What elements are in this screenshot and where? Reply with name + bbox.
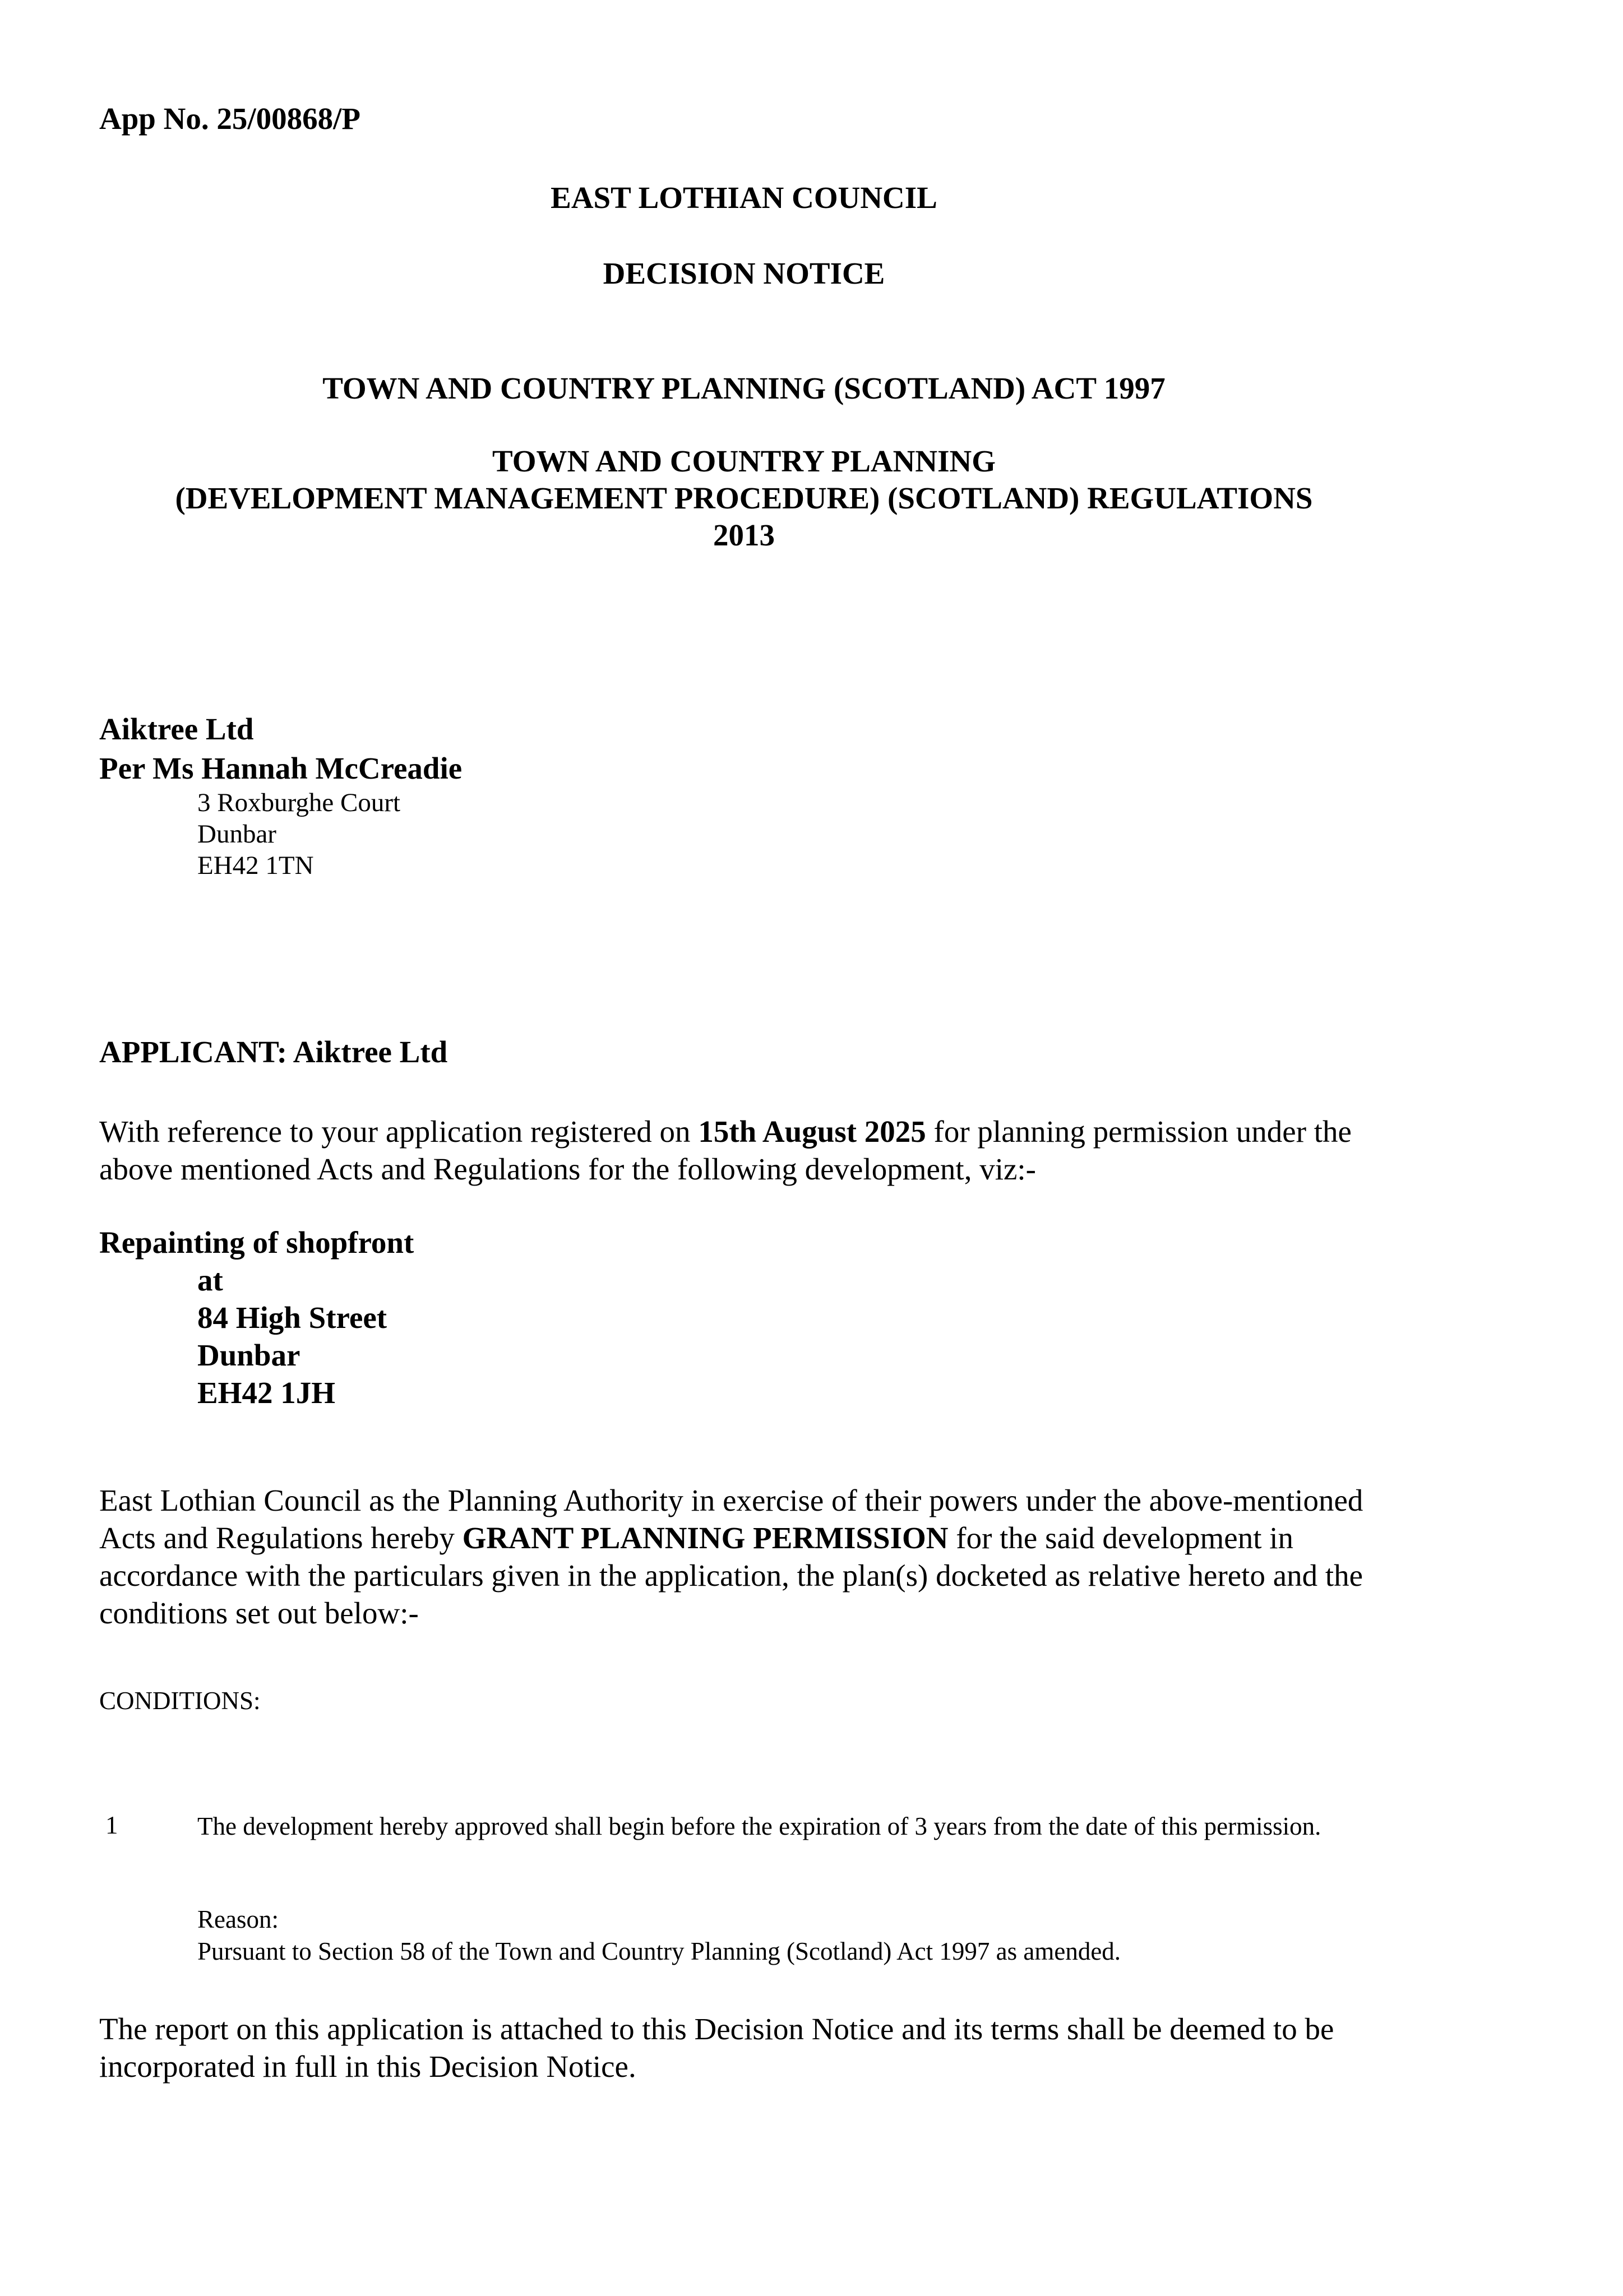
addressee-per: Per Ms Hannah McCreadie bbox=[99, 751, 463, 785]
closing-paragraph: The report on this application is attached to this Decision Notice and its terms shall be deemed to be incorporated in full in this Decision Notice. bbox=[99, 2012, 1334, 2084]
decision-text-after: for the said development in accordance with the particulars given in the application, the plan(s) docketed as relative hereto and the conditions set out below:- bbox=[99, 1521, 1363, 1630]
reference-paragraph bbox=[99, 1113, 1405, 1188]
condition-reason-text: Pursuant to Section 58 of the Town and Country Planning (Scotland) Act 1997 as amended. bbox=[197, 1937, 1121, 1965]
addressee-address bbox=[197, 787, 400, 881]
condition-text: The development hereby approved shall begin before the expiration of 3 years from the date of this permission. bbox=[197, 1812, 1321, 1840]
council-name: EAST LOTHIAN COUNCIL bbox=[551, 180, 937, 215]
registration-date: 15th August 2025 bbox=[698, 1114, 926, 1149]
addressee-company: Aiktree Ltd bbox=[99, 712, 254, 746]
decision-paragraph bbox=[99, 1482, 1405, 1632]
development-address-line: Dunbar bbox=[197, 1338, 300, 1372]
regulations-line-1: TOWN AND COUNTRY PLANNING bbox=[492, 444, 996, 478]
development-address-line: EH42 1JH bbox=[197, 1376, 335, 1410]
address-line: Dunbar bbox=[197, 820, 276, 849]
addressee-block bbox=[99, 710, 462, 788]
applicant-line: APPLICANT: Aiktree Ltd bbox=[99, 1035, 448, 1069]
notice-title: DECISION NOTICE bbox=[603, 256, 885, 290]
condition-reason-label: Reason: bbox=[197, 1905, 279, 1933]
reference-text-after: for planning permission under the above mentioned Acts and Regulations for the following development, viz:- bbox=[99, 1114, 1352, 1186]
development-description: Repainting of shopfront bbox=[99, 1225, 414, 1260]
regulations-title bbox=[99, 443, 1389, 554]
reference-text-before: With reference to your application registered on bbox=[99, 1114, 699, 1149]
development-at: at bbox=[197, 1263, 223, 1297]
conditions-heading: CONDITIONS: bbox=[99, 1687, 261, 1715]
regulations-line-2: (DEVELOPMENT MANAGEMENT PROCEDURE) (SCOTLAND) REGULATIONS bbox=[175, 481, 1313, 515]
application-number: App No. 25/00868/P bbox=[99, 101, 361, 136]
address-line: EH42 1TN bbox=[197, 851, 314, 880]
development-address-line: 84 High Street bbox=[197, 1300, 387, 1335]
condition-number: 1 bbox=[105, 1811, 118, 1839]
decision-text-before: East Lothian Council as the Planning Authority in exercise of their powers under the above-mentioned Acts and Regulations hereby bbox=[99, 1483, 1363, 1555]
act-title: TOWN AND COUNTRY PLANNING (SCOTLAND) ACT 1997 bbox=[322, 371, 1166, 405]
decision-outcome: GRANT PLANNING PERMISSION bbox=[462, 1521, 949, 1555]
address-line: 3 Roxburghe Court bbox=[197, 788, 401, 817]
development-address bbox=[197, 1261, 387, 1411]
regulations-line-3: 2013 bbox=[713, 518, 775, 552]
